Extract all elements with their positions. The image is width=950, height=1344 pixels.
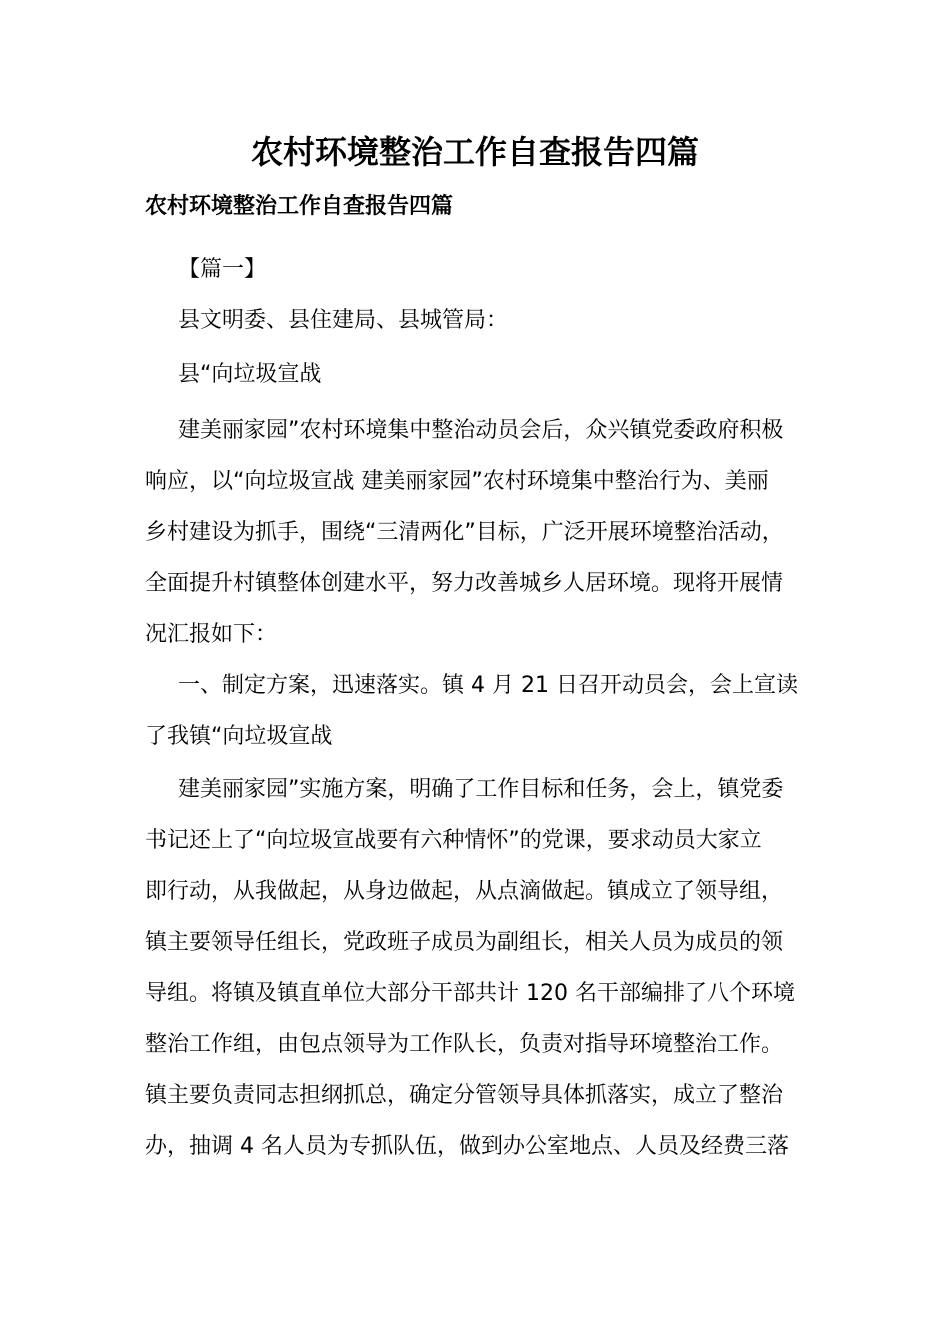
paragraph-line: 况汇报如下： (145, 622, 278, 647)
paragraph-line: 整治工作组，由包点领导为工作队长，负责对指导环境整治工作。 (145, 1032, 784, 1057)
paragraph-line: 乡村建设为抓手，围绕“三清两化”目标，广泛开展环境整治活动， (145, 520, 784, 545)
paragraph-line: 建美丽家园”农村环境集中整治动员会后，众兴镇党委政府积极 (178, 418, 784, 443)
salutation-text: 县文明委、县住建局、县城管局： (178, 308, 509, 333)
salutation (145, 295, 805, 346)
paragraph-line: 县“向垃圾宣战 (178, 362, 322, 387)
paragraph-line: 镇主要负责同志担纲抓总，确定分管领导具体抓落实，成立了整治 (145, 1083, 784, 1108)
paragraph-1 (145, 349, 805, 400)
paragraph-line: 一、制定方案，迅速落实。镇 4 月 21 日召开动员会，会上宣读 (178, 673, 798, 698)
paragraph-line: 全面提升村镇整体创建水平，努力改善城乡人居环境。现将开展情 (145, 571, 784, 596)
paragraph-2 (145, 405, 805, 660)
paragraph-line: 办，抽调 4 名人员为专抓队伍，做到办公室地点、人员及经费三落 (145, 1134, 789, 1159)
paragraph-line: 即行动，从我做起，从身边做起，从点滴做起。镇成立了领导组， (145, 879, 784, 904)
paragraph-4 (145, 764, 805, 1172)
section-label-text: 【篇一】 (178, 257, 267, 282)
paragraph-line: 导组。将镇及镇直单位大部分干部共计 120 名干部编排了八个环境 (145, 981, 795, 1006)
paragraph-line: 了我镇“向垃圾宣战 (145, 724, 333, 749)
paragraph-line: 响应，以“向垃圾宣战 建美丽家园”农村环境集中整治行为、美丽 (145, 469, 769, 494)
document-subtitle: 农村环境整治工作自查报告四篇 (145, 194, 454, 219)
paragraph-line: 书记还上了“向垃圾宣战要有六种情怀”的党课，要求动员大家立 (145, 828, 762, 853)
paragraph-line: 镇主要领导任组长，党政班子成员为副组长，相关人员为成员的领 (145, 930, 784, 955)
paragraph-line: 建美丽家园”实施方案，明确了工作目标和任务，会上，镇党委 (178, 777, 784, 802)
paragraph-3 (145, 660, 805, 762)
document-title: 农村环境整治工作自查报告四篇 (250, 133, 699, 171)
section-label (145, 244, 805, 295)
